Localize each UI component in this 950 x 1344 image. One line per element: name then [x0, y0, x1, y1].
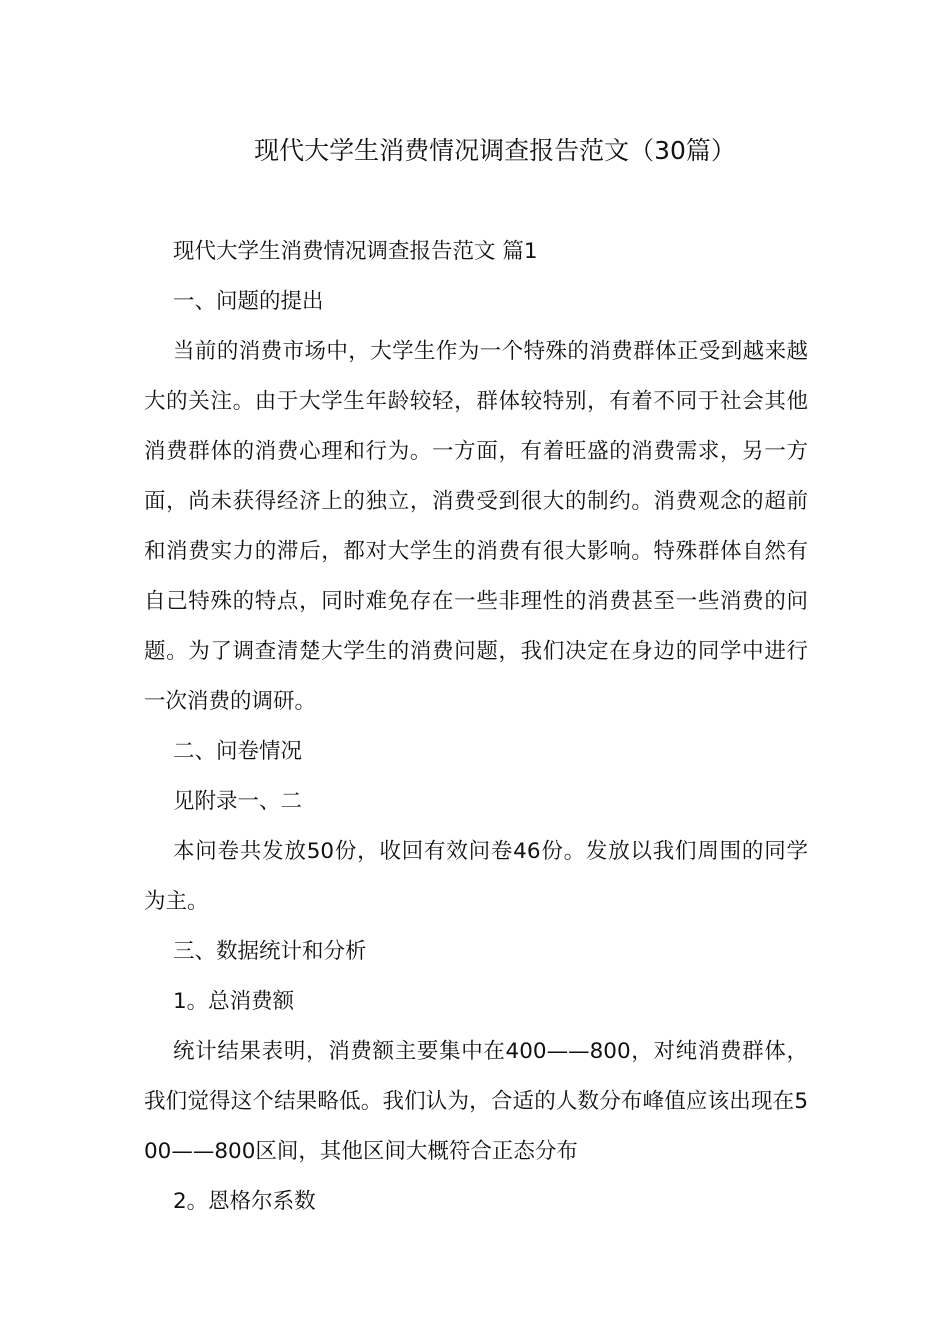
body-paragraph: 本问卷共发放50份，收回有效问卷46份。发放以我们周围的同学为主。	[144, 839, 808, 914]
body-paragraph: 当前的消费市场中，大学生作为一个特殊的消费群体正受到越来越大的关注。由于大学生年龄较轻，群体较特别，有着不同于社会其他消费群体的消费心理和行为。一方面，有着旺盛的消费需求，另一方面，尚未获得经济上的独立，消费受到很大的制约。消费观念的超前和消费实力的滞后，都对大学生的消费有很大影响。特殊群体自然有自己特殊的特点，同时难免存在一些非理性的消费甚至一些消费的问题。为了调查清楚大学生的消费问题，我们决定在身边的同学中进行一次消费的调研。	[144, 339, 808, 714]
subsection-heading: 1。总消费额	[173, 989, 295, 1014]
section-heading: 二、问卷情况	[173, 739, 303, 764]
section-heading: 三、数据统计和分析	[173, 939, 367, 964]
body-paragraph: 统计结果表明，消费额主要集中在400——800，对纯消费群体，我们觉得这个结果略低。我们认为，合适的人数分布峰值应该出现在500——800区间，其他区间大概符合正态分布	[144, 1039, 808, 1164]
body-paragraph: 见附录一、二	[173, 789, 303, 814]
section-heading: 一、问题的提出	[173, 289, 324, 314]
document-body	[144, 227, 808, 1227]
document-title: 现代大学生消费情况调查报告范文（30篇）	[254, 136, 736, 165]
section-heading: 现代大学生消费情况调查报告范文 篇1	[173, 239, 538, 264]
subsection-heading: 2。恩格尔系数	[173, 1189, 316, 1214]
